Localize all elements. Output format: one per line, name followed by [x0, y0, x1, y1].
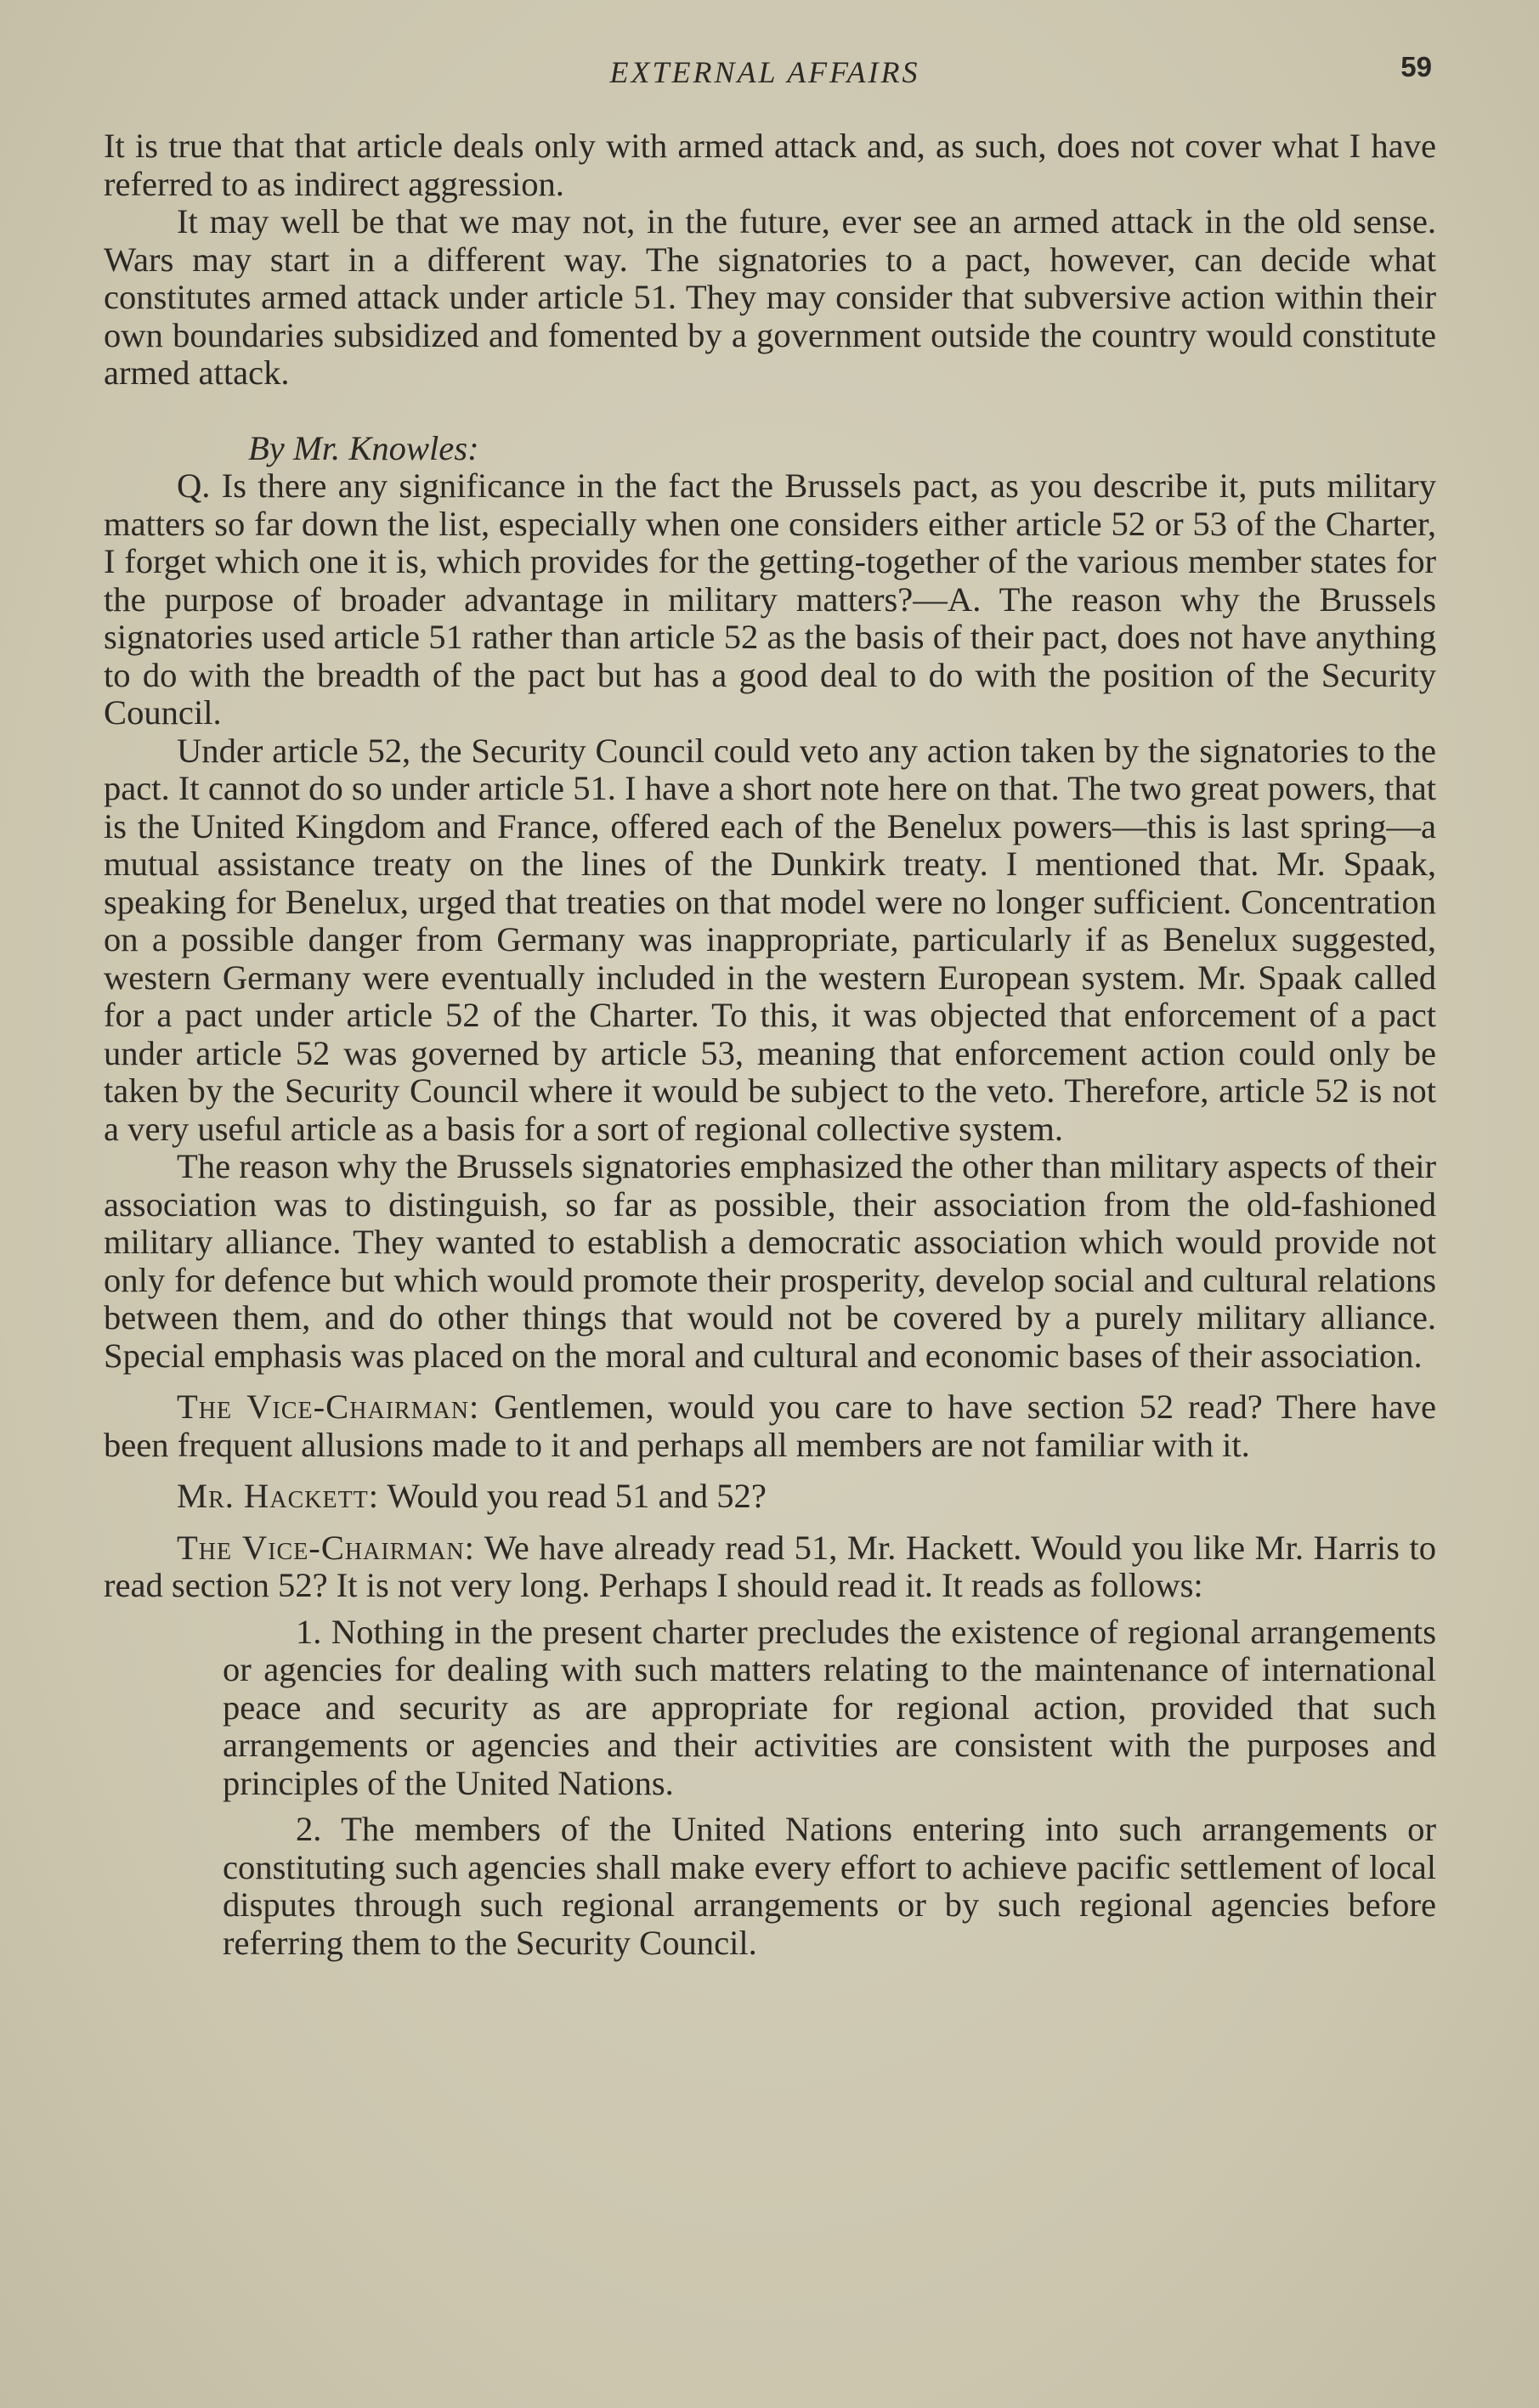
- page-number: 59: [1400, 51, 1432, 82]
- page-body: [104, 127, 1436, 1962]
- quoted-clause-2: 2. The members of the United Nations entering into such arrangements or constituting such agencies shall make every effort to achieve pacific settlement of local disputes through such regional arrangements or by such regional agencies before referring them to the Security Council.: [223, 1810, 1436, 1962]
- speaker-label: The Vice-Chairman:: [177, 1528, 475, 1567]
- paragraph-4: Under article 52, the Security Council could veto any action taken by the signatories to the pact. It cannot do so under article 51. I have a short note here on that. The two great powers, that is the United Kingdom and France, offered each of the Benelux powers—this is last spring—a mutual assistance treaty on the lines of the Dunkirk treaty. I mentioned that. Mr. Spaak, speaking for Benelux, urged that treaties on that model were no longer sufficient. Concentration on a possible danger from Germany was inappropriate, particularly if as Benelux suggested, western Germany were eventually included in the western European system. Mr. Spaak called for a pact under article 52 of the Charter. To this, it was objected that enforcement of a pact under article 52 was governed by article 53, meaning that enforcement action could only be taken by the Security Council where it would be subject to the veto. Therefore, article 52 is not a very useful article as a basis for a sort of regional collective system.: [104, 731, 1436, 1148]
- paragraph-2: It may well be that we may not, in the future, ever see an armed attack in the old sense. Wars may start in a different way. The signatories to a pact, however, can decide what constitutes armed attack under article 51. They may consider that subversive action within their own boundaries subsidized and fomented by a government outside the country would constitute armed attack.: [104, 202, 1436, 392]
- speech-text: Gentlemen, would you care to have section 52 read? There have been frequent allusions made to it and perhaps all members are not familiar with it.: [104, 1388, 1437, 1464]
- paragraph-6: [104, 1388, 1436, 1464]
- speech-text: Would you read 51 and 52?: [379, 1477, 767, 1515]
- paragraph-7: [104, 1478, 1436, 1516]
- paragraph-8: [104, 1529, 1436, 1605]
- speech-text: We have already read 51, Mr. Hackett. Would you like Mr. Harris to read section 52? It is not very long. Perhaps I should read it. It reads as follows:: [104, 1528, 1436, 1604]
- speaker-label: Mr. Hackett:: [177, 1477, 380, 1515]
- speaker-label: The Vice-Chairman:: [177, 1388, 480, 1426]
- page-header: [0, 51, 1539, 93]
- paragraph-1: It is true that that article deals only with armed attack and, as such, does not cover what I have referred to as indirect aggression.: [104, 127, 1436, 203]
- byline: By Mr. Knowles:: [248, 428, 479, 467]
- paragraph-5: The reason why the Brussels signatories emphasized the other than military aspects of their association was to distinguish, so far as possible, their association from the old-fashioned military alliance. They wanted to establish a democratic association which would provide not only for defence but which would promote their prosperity, develop social and cultural relations between them, and do other things that would not be covered by a purely military alliance. Special emphasis was placed on the moral and cultural and economic bases of their association.: [104, 1147, 1436, 1375]
- quoted-clause-1: 1. Nothing in the present charter precludes the existence of regional arrangements or agencies for dealing with such matters relating to the maintenance of international peace and security as are appropriate for regional action, provided that such arrangements or agencies and their activities are consistent with the purposes and principles of the United Nations.: [223, 1612, 1436, 1802]
- paragraph-3: Q. Is there any significance in the fact the Brussels pact, as you describe it, puts military matters so far down the list, especially when one considers either article 52 or 53 of the Charter, I forget which one it is, which provides for the getting-together of the various member states for the purpose of broader advantage in military matters?—A. The reason why the Brussels signatories used article 51 rather than article 52 as the basis of their pact, does not have anything to do with the breadth of the pact but has a good deal to do with the position of the Security Council.: [104, 466, 1436, 732]
- running-head: EXTERNAL AFFAIRS: [609, 55, 920, 89]
